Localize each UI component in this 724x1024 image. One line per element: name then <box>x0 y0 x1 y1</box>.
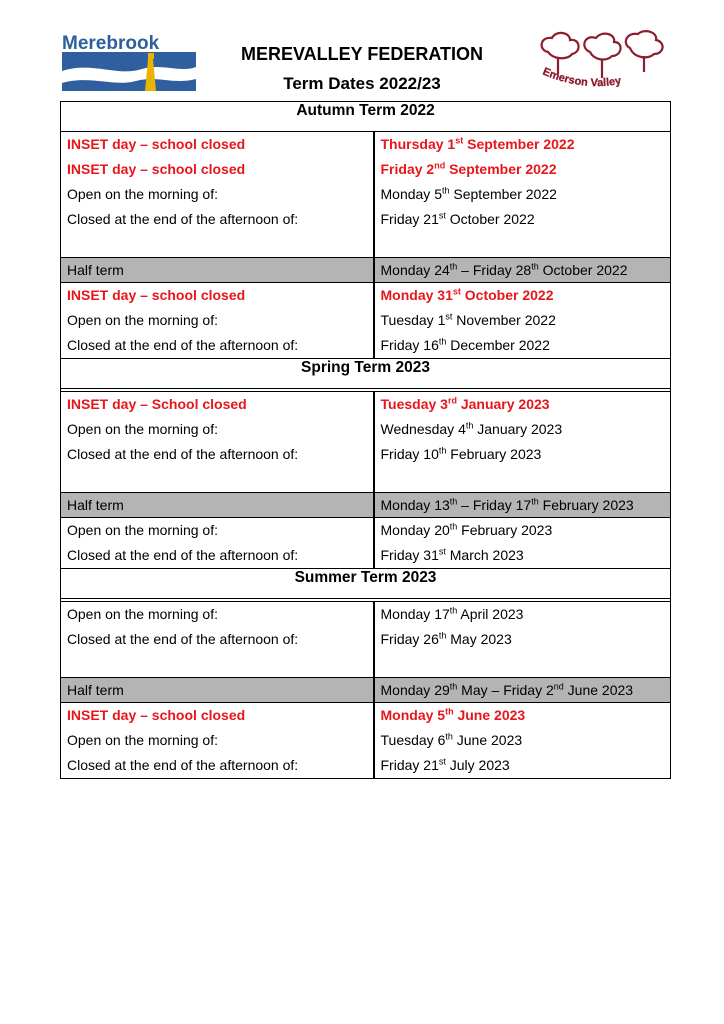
summer-dates-block-1 <box>61 602 671 678</box>
spring-half-term-row <box>61 493 671 518</box>
inset-day-label: INSET day – school closed <box>67 707 246 723</box>
half-term-label: Half term <box>61 258 374 283</box>
open-label: Open on the morning of: <box>67 606 218 622</box>
open-label: Open on the morning of: <box>67 522 218 538</box>
autumn-half-term-row <box>61 258 671 283</box>
term-dates-subtitle: Term Dates 2022/23 <box>283 74 441 93</box>
svg-text:Emerson Valley: Emerson Valley <box>540 65 623 90</box>
svg-text:Merebrook: Merebrook <box>62 33 160 54</box>
open-date: Wednesday 4th January 2023 <box>380 420 563 437</box>
open-label: Open on the morning of: <box>67 421 218 437</box>
closed-label: Closed at the end of the afternoon of: <box>67 337 299 353</box>
open-label: Open on the morning of: <box>67 732 218 748</box>
closed-label: Closed at the end of the afternoon of: <box>67 631 299 647</box>
open-date: Monday 20th February 2023 <box>380 521 553 538</box>
closed-date: Friday 26th May 2023 <box>380 630 512 647</box>
inset-date: Tuesday 3rd January 2023 <box>380 395 550 412</box>
summer-term-heading: Summer Term 2023 <box>61 569 671 599</box>
summer-dates-block-2 <box>61 703 671 779</box>
autumn-dates-block-1 <box>61 132 671 258</box>
open-date: Tuesday 1st November 2022 <box>380 311 556 328</box>
summer-half-term-row <box>61 678 671 703</box>
half-term-label: Half term <box>61 678 374 703</box>
inset-date: Monday 31st October 2022 <box>380 286 554 303</box>
half-term-label: Half term <box>61 493 374 518</box>
closed-date: Friday 10th February 2023 <box>380 445 542 462</box>
closed-date: Friday 31st March 2023 <box>380 546 524 563</box>
closed-date: Friday 16th December 2022 <box>380 336 550 353</box>
half-term-dates: Monday 29th May – Friday 2nd June 2023 <box>374 678 671 703</box>
inset-day-label: INSET day – school closed <box>67 287 246 303</box>
autumn-dates-block-2 <box>61 283 671 359</box>
document-header <box>0 0 724 100</box>
open-date: Tuesday 6th June 2023 <box>380 731 523 748</box>
spring-term-heading: Spring Term 2023 <box>61 359 671 389</box>
inset-date: Monday 5th June 2023 <box>380 706 526 723</box>
federation-title: MEREVALLEY FEDERATION <box>240 44 483 64</box>
half-term-dates: Monday 24th – Friday 28th October 2022 <box>374 258 671 283</box>
closed-label: Closed at the end of the afternoon of: <box>67 211 299 227</box>
spring-dates-block-1 <box>61 392 671 493</box>
autumn-term-heading: Autumn Term 2022 <box>61 102 671 132</box>
closed-label: Closed at the end of the afternoon of: <box>67 446 299 462</box>
closed-label: Closed at the end of the afternoon of: <box>67 547 299 563</box>
open-date: Monday 17th April 2023 <box>380 605 524 622</box>
half-term-dates: Monday 13th – Friday 17th February 2023 <box>374 493 671 518</box>
term-dates-table <box>60 101 671 779</box>
merebrook-logo <box>62 33 196 91</box>
open-date: Monday 5th September 2022 <box>380 185 557 202</box>
emerson-valley-tree-logo <box>534 30 668 96</box>
inset-date: Friday 2nd September 2022 <box>380 160 557 177</box>
closed-label: Closed at the end of the afternoon of: <box>67 757 299 773</box>
inset-day-label: INSET day – School closed <box>67 396 247 412</box>
open-label: Open on the morning of: <box>67 186 218 202</box>
open-label: Open on the morning of: <box>67 312 218 328</box>
inset-day-label: INSET day – school closed <box>67 136 246 152</box>
closed-date: Friday 21st July 2023 <box>380 756 510 773</box>
inset-day-label: INSET day – school closed <box>67 161 246 177</box>
spring-dates-block-2 <box>61 518 671 569</box>
closed-date: Friday 21st October 2022 <box>380 210 535 227</box>
inset-date: Thursday 1st September 2022 <box>380 135 575 152</box>
